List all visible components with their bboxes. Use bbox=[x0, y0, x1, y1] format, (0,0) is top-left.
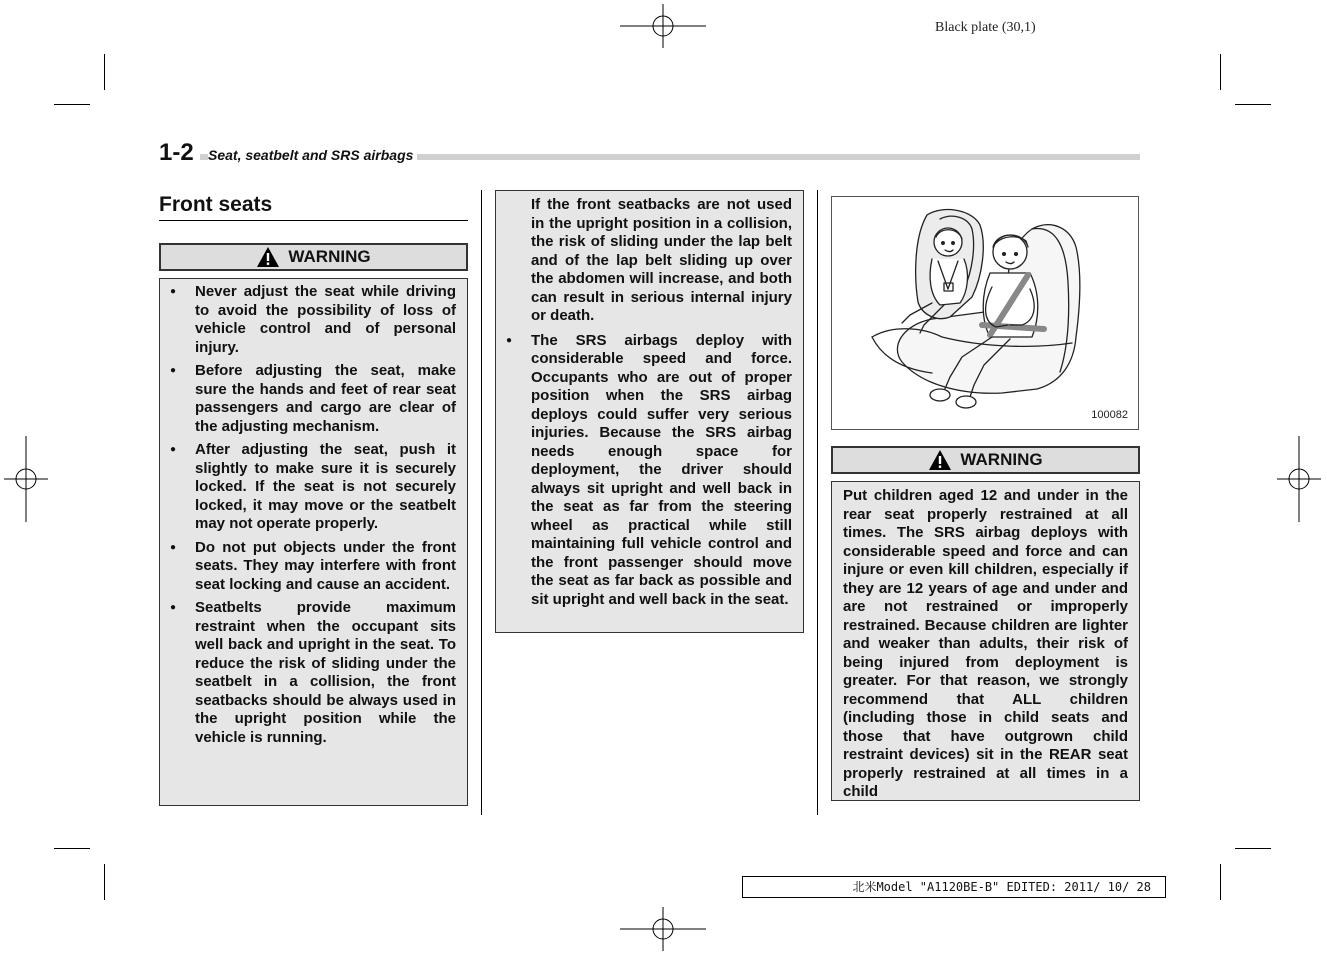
crop-mark bbox=[1220, 864, 1221, 900]
warning-triangle-icon bbox=[256, 246, 280, 268]
warning-box-right bbox=[831, 481, 1140, 801]
list-item: ● Do not put objects under the front seats. They may interfere with front seat locking and cause an accident. bbox=[170, 539, 456, 595]
registration-mark-icon bbox=[620, 907, 706, 951]
warning-box-middle bbox=[495, 190, 804, 633]
list-item: ● Seatbelts provide maximum restraint when the occupant sits well back and upright in the seat. To reduce the risk of sliding under the seatbelt in a collision, the front seatbacks should be always used in the upright position while the vehicle is running. bbox=[170, 599, 456, 747]
crop-mark bbox=[104, 54, 105, 90]
warning-box-left bbox=[159, 278, 468, 806]
child-seat-figure bbox=[831, 196, 1139, 430]
plate-label: Black plate (30,1) bbox=[935, 20, 1036, 35]
crop-mark bbox=[54, 848, 90, 849]
column-divider bbox=[817, 190, 818, 815]
crop-mark bbox=[1235, 848, 1271, 849]
list-item: ● Before adjusting the seat, make sure the hands and feet of rear seat passengers and cargo are clear of the adjusting mechanism. bbox=[170, 362, 456, 436]
edit-info: 北米Model "A1120BE-B" EDITED: 2011/ 10/ 28 bbox=[742, 876, 1166, 898]
registration-mark-icon bbox=[620, 4, 706, 48]
crop-mark bbox=[54, 104, 90, 105]
warning-continuation: If the front seatbacks are not used in the upright position in a collision, the risk of sliding under the lap belt and of the lap belt sliding up over the abdomen will increase, and both can result in serious internal injury or death. bbox=[531, 196, 792, 324]
figure-id: 100082 bbox=[1091, 409, 1128, 421]
warning-label: WARNING bbox=[960, 450, 1043, 469]
warning-text: Put children aged 12 and under in the rear seat properly restrained at all times. The SRS airbag deploys with considerable speed and force and can injure or even kill children, especially if they are 12 years of age and under and are not restrained or improperly restrained. Because children are lighter and weaker than adults, their risk of being injured from deployment is greater. For that reason, we strongly recommend that ALL children (including those in child seats and those that have outgrown child restraint devices) sit in the REAR seat properly restrained at all times in a child bbox=[843, 487, 1128, 800]
crop-mark bbox=[1235, 104, 1271, 105]
crop-mark bbox=[104, 864, 105, 900]
warning-label: WARNING bbox=[288, 247, 371, 266]
page-title: Front seats bbox=[159, 193, 468, 221]
section-header-title: Seat, seatbelt and SRS airbags bbox=[208, 147, 417, 163]
registration-mark-icon bbox=[1277, 436, 1321, 522]
registration-mark-icon bbox=[4, 436, 48, 522]
crop-mark bbox=[1220, 54, 1221, 90]
column-divider bbox=[481, 190, 482, 815]
warning-triangle-icon bbox=[928, 449, 952, 471]
page-number: 1-2 bbox=[159, 139, 200, 167]
warning-header bbox=[159, 243, 468, 271]
list-item: ● After adjusting the seat, push it slightly to make sure it is securely locked. If the seat is not securely locked, it may move or the seatbelt may not operate properly. bbox=[170, 441, 456, 534]
warning-header bbox=[831, 446, 1140, 474]
child-seat-illustration-icon bbox=[832, 197, 1138, 429]
list-item: ● The SRS airbags deploy with considerable speed and force. Occupants who are out of proper position when the SRS airbag deploys could suffer very serious injuries. Because the SRS airbag needs enough space for deployment, the driver should always sit upright and well back in the seat as far from the steering wheel as practical while still maintaining full vehicle control and the front passenger should move the seat as far back as possible and sit upright and well back in the seat. bbox=[506, 332, 792, 610]
list-item: ● Never adjust the seat while driving to avoid the possibility of loss of vehicle control and of personal injury. bbox=[170, 283, 456, 357]
